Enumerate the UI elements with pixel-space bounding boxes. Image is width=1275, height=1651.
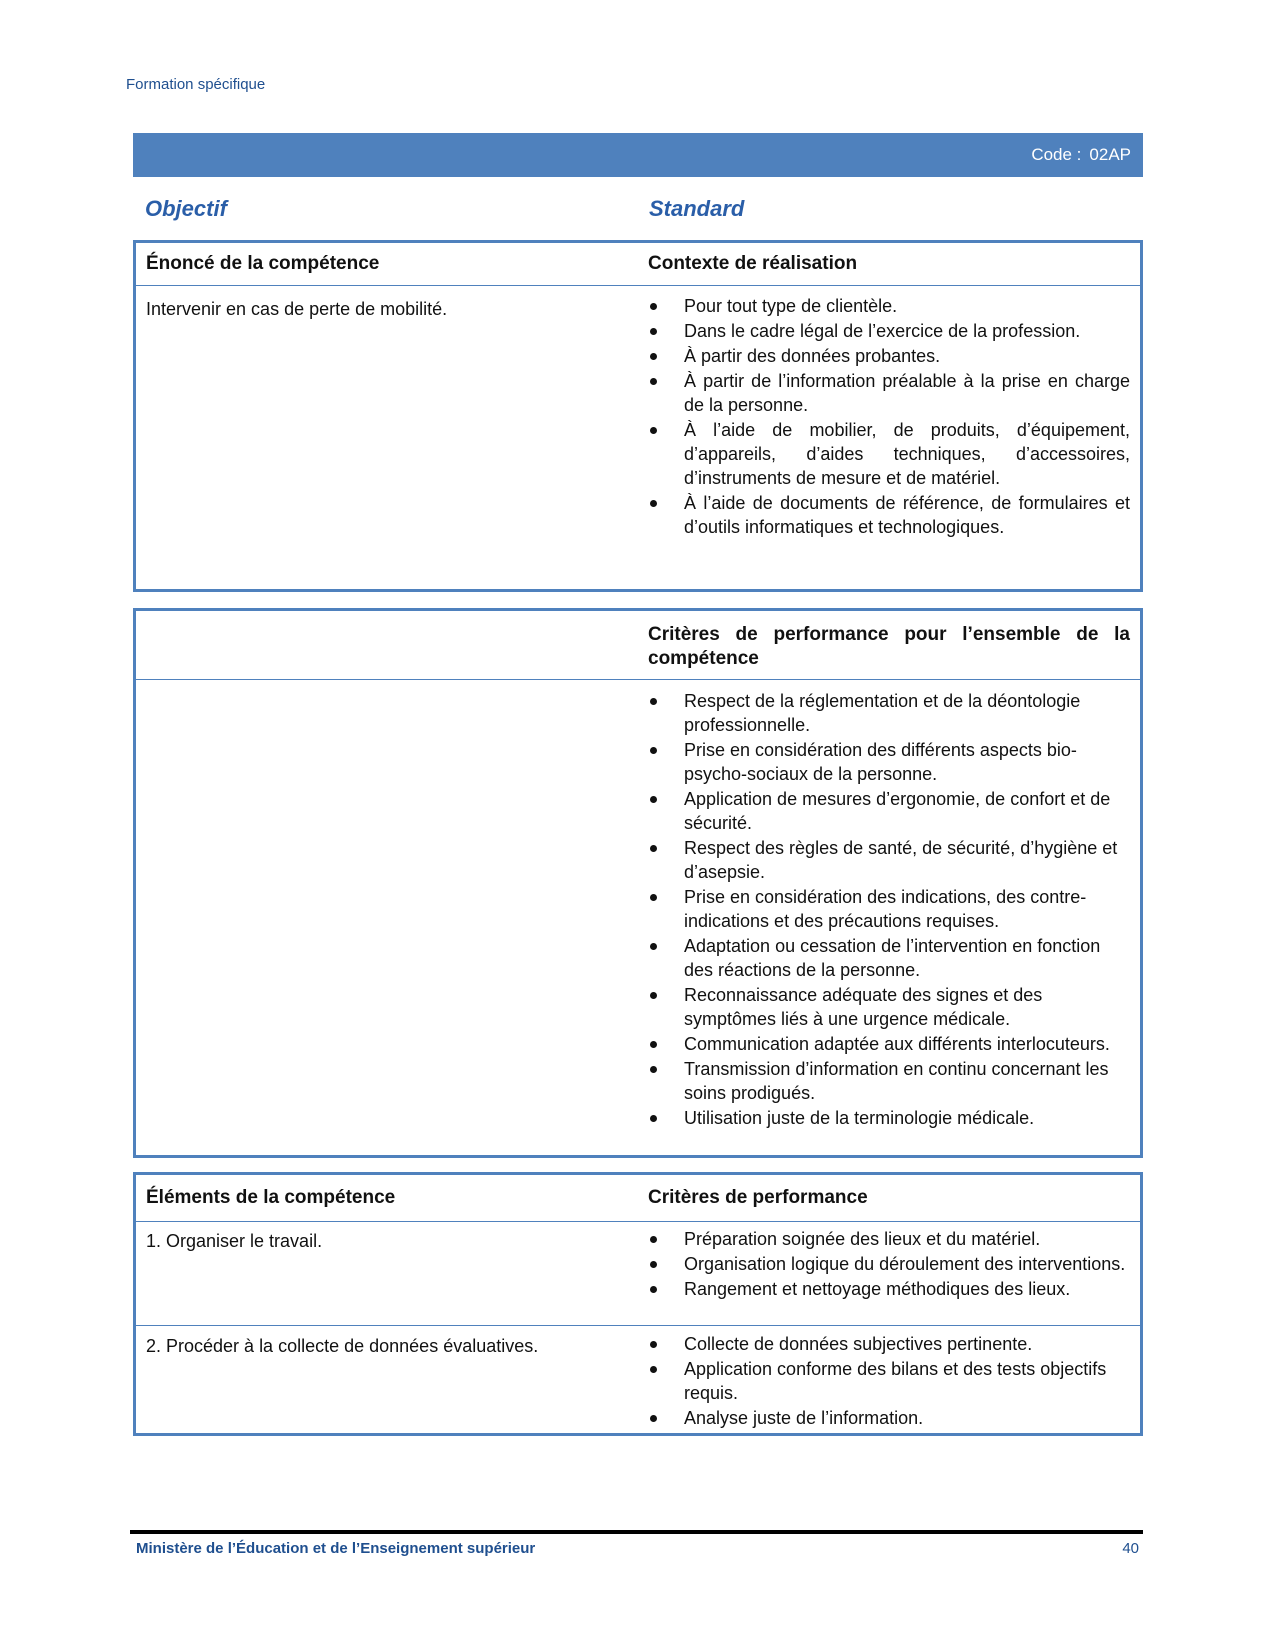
bullet-icon [650,845,657,852]
list-item [648,1057,1130,1105]
list-item-text: Prise en considération des indications, des contre-indications et des précautions requises. [684,887,1087,931]
elements-header: Éléments de la compétence [146,1187,396,1208]
list-item-text: Transmission d’information en continu concernant les soins prodigués. [684,1059,1109,1103]
list-item-text: Communication adaptée aux différents interlocuteurs. [684,1034,1110,1054]
list-item [648,369,1130,417]
bullet-icon [650,1341,657,1348]
list-item [648,1406,1130,1430]
list-item [648,319,1130,343]
list-item [648,418,1130,490]
table-header [136,1175,1140,1222]
contexte-header: Contexte de réalisation [648,253,858,274]
criteres-ensemble-header: Critères de performance pour l’ensemble de la compétence [648,624,1130,669]
bullet-icon [650,1366,657,1373]
list-item-text: Pour tout type de clientèle. [684,296,898,316]
element-criteria-list [648,1332,1130,1430]
objectif-title: Objectif [145,196,227,221]
enonce-header: Énoncé de la compétence [146,253,380,274]
table-row [136,1221,1140,1325]
code-label: Code : [1031,145,1082,164]
list-item-text: Respect des règles de santé, de sécurité, d’hygiène et d’asepsie. [684,838,1118,882]
bullet-icon [650,427,657,434]
list-item-text: Dans le cadre légal de l’exercice de la profession. [684,321,1081,341]
bullet-icon [650,378,657,385]
criteres-ensemble-table [133,608,1143,1158]
element-criteria [648,1332,1130,1431]
competence-code [1031,145,1131,165]
bullet-icon [650,500,657,507]
table-header [136,611,1140,680]
competence-statement: Intervenir en cas de perte de mobilité. [146,299,448,319]
element-label: 2. Procéder à la collecte de données évaluatives. [146,1336,539,1356]
bullet-icon [650,1041,657,1048]
element-label: 1. Organiser le travail. [146,1231,323,1251]
criteres-performance-header: Critères de performance [648,1187,868,1208]
list-item [648,491,1130,539]
list-item [648,836,1130,884]
list-item-text: Adaptation ou cessation de l’intervention en fonction des réactions de la personne. [684,936,1101,980]
bullet-icon [650,747,657,754]
list-item [648,344,1130,368]
list-item-text: Reconnaissance adéquate des signes et des symptômes liés à une urgence médicale. [684,985,1043,1029]
enonce-contexte-table [133,240,1143,592]
list-item [648,1227,1130,1251]
list-item [648,885,1130,933]
bullet-icon [650,1236,657,1243]
standard-title: Standard [649,196,745,221]
contexte-list-container [648,294,1130,540]
page-number: 40 [1122,1540,1139,1557]
code-value: 02AP [1089,145,1131,164]
bullet-icon [650,894,657,901]
list-item [648,294,1130,318]
footer-ministry: Ministère de l’Éducation et de l’Enseignement supérieur [136,1540,536,1557]
list-item [648,738,1130,786]
bullet-icon [650,943,657,950]
list-item-text: À l’aide de documents de référence, de formulaires et d’outils informatiques et technologiques. [684,493,1130,537]
list-item [648,689,1130,737]
list-item-text: Application de mesures d’ergonomie, de confort et de sécurité. [684,789,1111,833]
bullet-icon [650,1115,657,1122]
footer-rule [130,1530,1143,1534]
criteres-list-container [648,689,1130,1131]
elements-table [133,1172,1143,1436]
list-item [648,1106,1130,1130]
list-item-text: Respect de la réglementation et de la déontologie professionnelle. [684,691,1081,735]
list-item [648,1357,1130,1405]
list-item-text: À partir des données probantes. [684,346,941,366]
bullet-icon [650,992,657,999]
list-item-text: Application conforme des bilans et des tests objectifs requis. [684,1359,1107,1403]
element-criteria-list [648,1227,1130,1301]
bullet-icon [650,1286,657,1293]
table-row [136,1325,1140,1434]
bullet-icon [650,698,657,705]
table-header [136,243,1140,286]
bullet-icon [650,303,657,310]
list-item-text: Préparation soignée des lieux et du matériel. [684,1229,1041,1249]
element-criteria [648,1227,1130,1302]
list-item [648,934,1130,982]
list-item-text: Utilisation juste de la terminologie médicale. [684,1108,1035,1128]
bullet-icon [650,353,657,360]
bullet-icon [650,1415,657,1422]
bullet-icon [650,1066,657,1073]
contexte-list [648,294,1130,539]
list-item [648,1032,1130,1056]
list-item-text: Analyse juste de l’information. [684,1408,924,1428]
list-item-text: Prise en considération des différents aspects bio-psycho-sociaux de la personne. [684,740,1077,784]
list-item-text: Rangement et nettoyage méthodiques des lieux. [684,1279,1071,1299]
list-item-text: À l’aide de mobilier, de produits, d’équipement, d’appareils, d’aides techniques, d’accessoires, d’instruments de mesure et de matériel. [684,420,1130,488]
list-item [648,787,1130,835]
list-item [648,1277,1130,1301]
list-item-text: Collecte de données subjectives pertinente. [684,1334,1033,1354]
bullet-icon [650,328,657,335]
code-bar [133,133,1143,177]
list-item [648,1332,1130,1356]
criteres-list [648,689,1130,1130]
bullet-icon [650,1261,657,1268]
list-item [648,1252,1130,1276]
list-item-text: Organisation logique du déroulement des interventions. [684,1254,1126,1274]
column-titles [145,196,1135,222]
document-section-label: Formation spécifique [126,76,266,93]
bullet-icon [650,796,657,803]
list-item [648,983,1130,1031]
list-item-text: À partir de l’information préalable à la prise en charge de la personne. [684,371,1130,415]
